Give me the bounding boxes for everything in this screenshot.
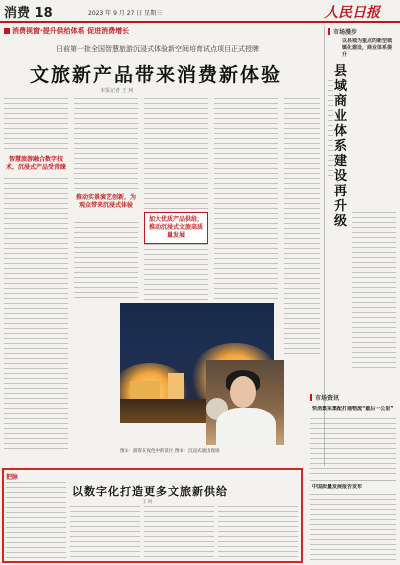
photo-caption: 图①：游客在夜色中的景区 图②：沉浸式演出现场 [120, 449, 220, 454]
commentary-headline: 以数字化打造更多文旅新供给 [72, 485, 228, 498]
body-column-1a [4, 98, 68, 150]
body-column-2a [74, 98, 138, 190]
red-bar-icon [328, 28, 330, 35]
red-bar-icon [310, 394, 312, 401]
masthead-rule [0, 21, 400, 23]
performer-photo [206, 360, 284, 445]
top-story-headline: 文旅新产品带来消费新体验 [30, 64, 283, 86]
sidebar-vertical-title: 县域商业体系建设再升级 [334, 64, 348, 229]
market-blurb: 以县城为重点的新型城镇化建设，商业体系提升 [342, 38, 393, 58]
square-bullet-icon [4, 28, 10, 34]
news-body [310, 418, 396, 476]
subtitle-1: 智慧旅游融合数字技术，沉浸式产品受青睐 [5, 156, 66, 171]
commentary-kicker: 把脉 [6, 474, 19, 481]
body-column-3a [144, 98, 208, 210]
top-story-kicker: 消费视窗·提升供给体系 促进消费增长 [4, 26, 129, 36]
news-footer-body [310, 494, 396, 560]
issue-date: 2023 年 9 月 27 日 星期三 [88, 10, 163, 17]
market-section-tag: 市场漫步 [328, 27, 357, 36]
sidebar-text-b [352, 212, 396, 372]
subtitle-3: 加大优质产品供给，推动沉浸式文旅高质量发展 [144, 212, 208, 244]
body-column-4 [214, 98, 278, 302]
commentary-byline: 王 珂 [142, 500, 153, 505]
news-footer-headline: 中国质量发展报告发布 [312, 484, 363, 490]
news-divider [310, 480, 396, 481]
commentary-col-2 [144, 506, 214, 558]
subtitle-2: 推动实景演艺创新，为观众带来沉浸式体验 [76, 194, 137, 209]
section-number: 消费 18 [4, 6, 53, 21]
body-column-3b [144, 244, 208, 302]
masthead [0, 0, 400, 22]
top-story-byline: 本报记者 王 珂 [100, 88, 134, 94]
commentary-col-3 [218, 506, 298, 558]
news-headline: 快消集采集配打通物流“最后一公里” [312, 406, 394, 412]
commentary-col-1 [70, 506, 140, 558]
top-story-subhead: 日前第一批全国智慧旅游沉浸式体验新空间培育试点项目正式授牌 [56, 45, 259, 53]
body-column-5 [284, 98, 320, 358]
sidebar-text-a [328, 80, 333, 180]
body-column-1b [4, 178, 68, 453]
body-column-2b [74, 222, 138, 302]
commentary-sidecol [6, 482, 66, 558]
newspaper-logo: 人民日报 [324, 5, 380, 21]
news-section-tag: 市场资讯 [310, 393, 339, 402]
